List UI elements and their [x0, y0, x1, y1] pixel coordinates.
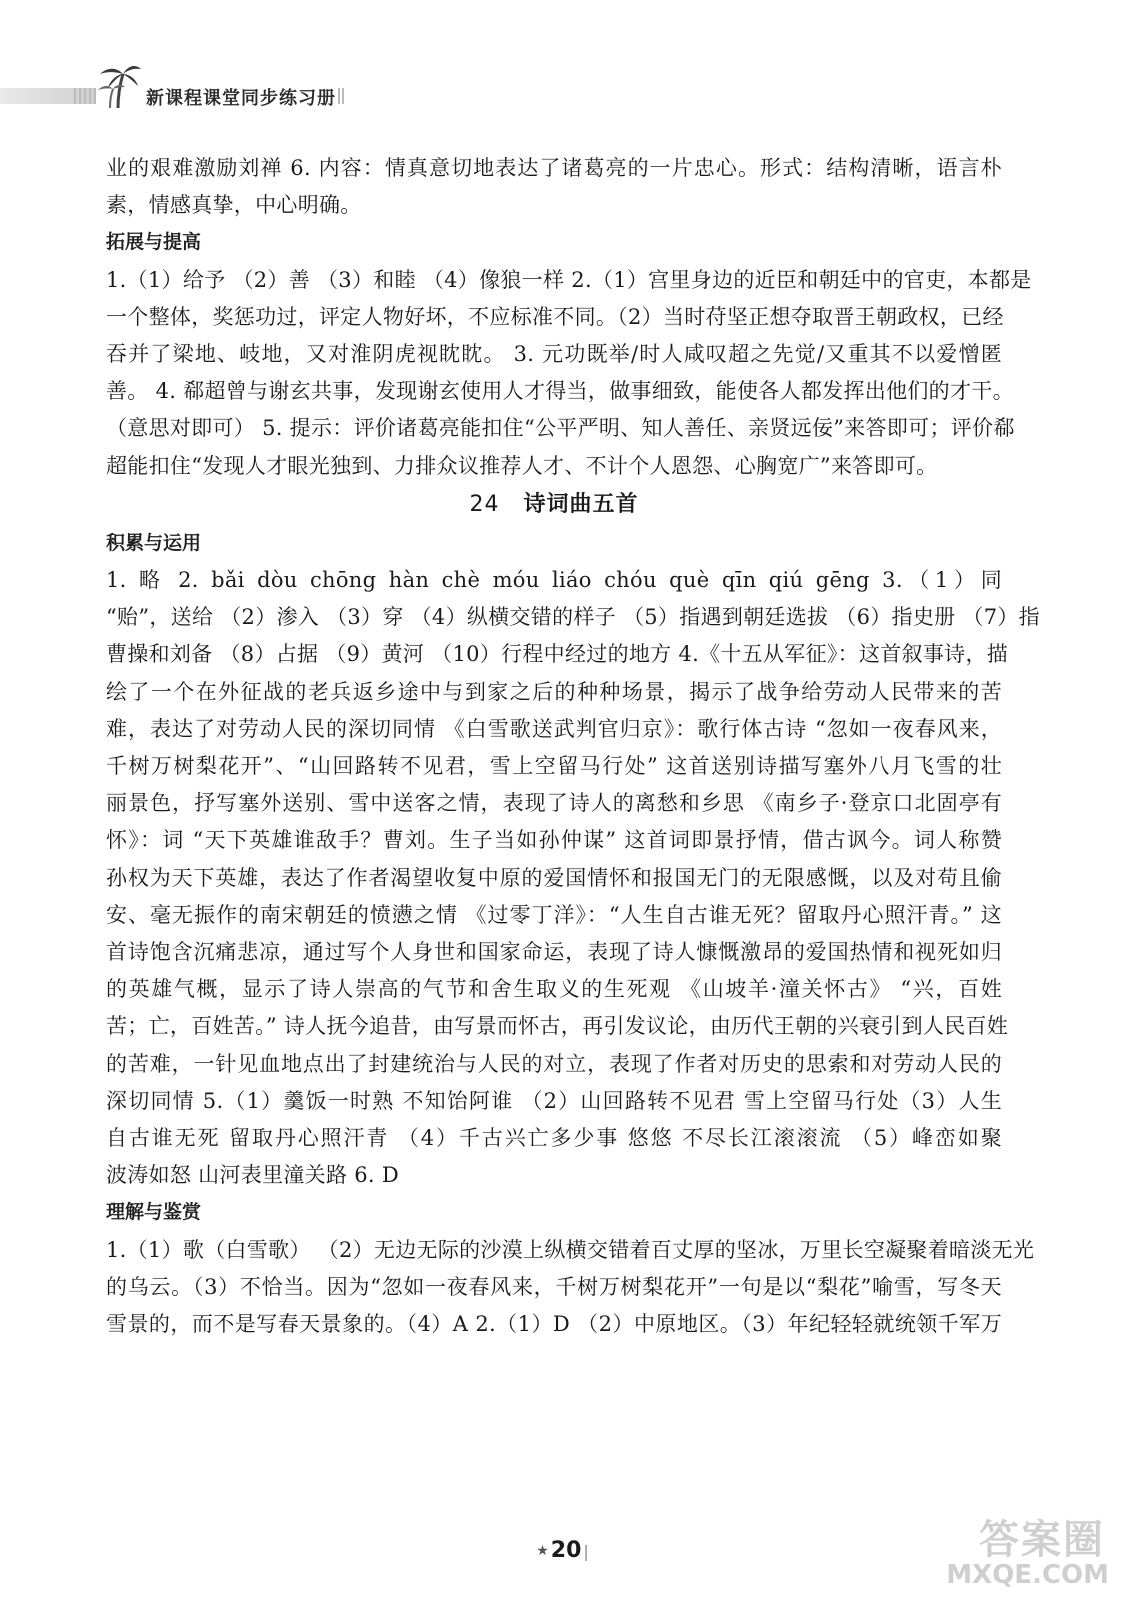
text-line: 善。 4. 郗超曾与谢玄共事，发现谢玄使用人才得当，做事细致，能使各人都发挥出他们的才干。 [106, 379, 1014, 404]
text-line: 千树万树梨花开”、“山回路转不见君，雪上空留马行处” 这首送别诗描写塞外八月飞雪的壮 [106, 754, 1002, 779]
chapter-number: 24 [469, 491, 500, 517]
text-line: 的乌云。（3）不恰当。因为“忽如一夜春风来，千树万树梨花开”一句是以“梨花”喻雪，写冬天 [106, 1274, 1002, 1299]
section-heading-jilei: 积累与运用 [106, 531, 202, 554]
book-title: 新课程课堂同步练习册 [146, 88, 336, 109]
section-heading-lijie: 理解与鉴赏 [106, 1201, 202, 1224]
text-line: 的英雄气概，显示了诗人崇高的气节和舍生取义的生死观 《山坡羊·潼关怀古》 “兴，百姓 [106, 977, 1002, 1002]
text-line: 吞并了梁地、岐地，又对淮阴虎视眈眈。 3. 元功既举/时人咸叹超之先觉/又重其不以爱憎匿 [106, 342, 1002, 367]
text-line: 绘了一个在外征战的老兵返乡途中与到家之后的种种场景，揭示了战争给劳动人民带来的苦 [106, 679, 1002, 704]
text-line: 难，表达了对劳动人民的深切同情 《白雪歌送武判官归京》：歌行体古诗 “忽如一夜春风来， [106, 716, 1002, 741]
text-line: 安、毫无振作的南宋朝廷的愤懑之情 《过零丁洋》：“人生自古谁无死？留取丹心照汗青。” 这 [106, 902, 1002, 927]
palm-tree-icon [96, 62, 142, 110]
text-line: “贻”，送给 （2）渗入 （3）穿 （4）纵横交错的样子 （5）指遇到朝廷选拔 （6）指史册 （7）指 [106, 605, 1040, 630]
text-line: 首诗饱含沉痛悲凉，通过写个人身世和国家命运，表现了诗人慷慨激昂的爱国热情和视死如归 [106, 940, 1002, 965]
chapter-title [106, 485, 1002, 525]
star-icon: ★ [536, 1543, 549, 1559]
text-line: 1. 略 2. bǎi dòu chōng hàn chè móu liáo chóu què qīn qiú gēng 3.（1）同 [106, 568, 1002, 593]
text-line: （意思对即可） 5. 提示：评价诸葛亮能扣住“公平严明、知人善任、亲贤远佞”来答即可；评价郗 [106, 416, 1015, 441]
header-decor-end [338, 88, 346, 104]
text-line: 深切同情 5.（1）羹饭一时熟 不知饴阿谁 （2）山回路转不见君 雪上空留马行处（3）人生 [106, 1088, 1002, 1113]
text-line: 曹操和刘备 （8）占据 （9）黄河 （10）行程中经过的地方 4.《十五从军征》：这首叙事诗，描 [106, 642, 1009, 667]
page-number-value: 20 [550, 1538, 582, 1563]
text-line: 素，情感真挚，中心明确。 [106, 193, 362, 218]
text-line: 丽景色，抒写塞外送别、雪中送客之情，表现了诗人的离愁和乡思 《南乡子·登京口北固亭有 [106, 791, 1002, 816]
text-line: 超能扣住“发现人才眼光独到、力排众议推荐人才、不计个人恩怨、心胸宽广”来答即可。 [106, 453, 938, 478]
section-heading-tuozhan: 拓展与提高 [106, 231, 202, 254]
text-line: 1.（1）歌（白雪歌） （2）无边无际的沙漠上纵横交错着百丈厚的坚冰，万里长空凝聚着暗淡无光 [106, 1237, 1035, 1262]
text-line: 怀》：词 “天下英雄谁敌手？曹刘。生子当如孙仲谋” 这首词即景抒情，借古讽今。词人称赞 [106, 828, 1002, 853]
running-header [0, 62, 1125, 122]
text-line: 的苦难，一针见血地点出了封建统治与人民的对立，表现了作者对历史的思索和对劳动人民的 [106, 1051, 1002, 1076]
header-decor-stripes [74, 88, 96, 104]
text-line: 苦；亡，百姓苦。” 诗人抚今追昔，由写景而怀古，再引发议论，由历代王朝的兴衰引到人民百姓 [106, 1014, 1009, 1039]
text-line: 雪景的，而不是写春天景象的。（4）A 2.（1）D （2）中原地区。（3）年纪轻轻就统领千军万 [106, 1312, 1002, 1337]
watermark-text: 答案圈 [979, 1517, 1105, 1563]
text-line: 1.（1）给予 （2）善 （3）和睦 （4）像狼一样 2.（1）宫里身边的近臣和朝廷中的官吏，本都是 [106, 267, 1032, 292]
page-tick: | [583, 1542, 589, 1561]
watermark-logo [923, 1508, 1113, 1590]
chapter-name: 诗词曲五首 [523, 491, 639, 517]
text-line: 波涛如怒 山河表里潼关路 6. D [106, 1163, 399, 1188]
text-line: 自古谁无死 留取丹心照汗青 （4）千古兴亡多少事 悠悠 不尽长江滚滚流 （5）峰峦如聚 [106, 1126, 1002, 1151]
answer-content [106, 150, 1040, 1343]
watermark-url: MXQE.COM [946, 1560, 1109, 1590]
text-line: 孙权为天下英雄，表达了作者渴望收复中原的爱国情怀和报国无门的无限感慨，以及对苟且偷 [106, 865, 1002, 890]
text-line: 业的艰难激励刘禅 6. 内容：情真意切地表达了诸葛亮的一片忠心。形式：结构清晰，语言朴 [106, 156, 1002, 180]
text-line: 一个整体，奖惩功过，评定人物好坏，不应标准不同。（2）当时苻坚正想夺取晋王朝政权，已经 [106, 304, 1004, 329]
